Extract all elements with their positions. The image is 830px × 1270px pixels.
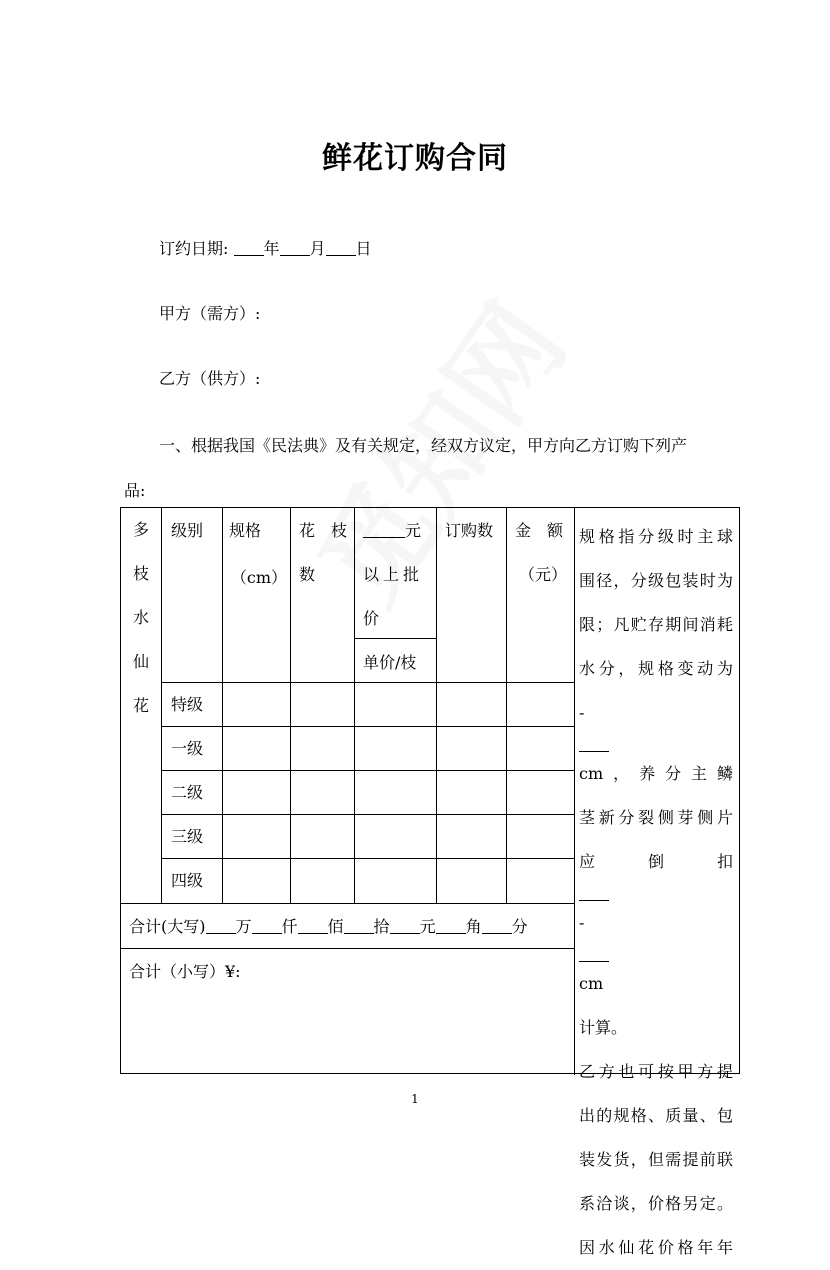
header-stems-1: 花 枝 — [299, 521, 348, 540]
unit-yuan: 元 — [419, 917, 436, 936]
year-label: 年 — [263, 239, 280, 258]
note-line: 乙方也可按甲方提 — [579, 1062, 733, 1081]
jiao-blank[interactable] — [436, 917, 466, 934]
product-name-cell — [121, 508, 161, 728]
grade-second: 二级 — [171, 783, 204, 802]
fen-blank[interactable] — [482, 917, 512, 934]
header-wholesale-1 — [363, 520, 421, 542]
total-lower-label: 合计（小写）¥: — [129, 962, 241, 981]
note-line: cm，养分主鳞 — [579, 764, 733, 783]
bai-blank[interactable] — [298, 917, 328, 934]
unit-wan: 万 — [235, 917, 252, 936]
header-spec-1: 规格 — [229, 521, 262, 540]
grade-third: 三级 — [171, 827, 204, 846]
deduct-from-blank[interactable] — [579, 884, 609, 901]
day-label: 日 — [355, 239, 372, 258]
note-line-deduction: 应倒扣 - cm — [579, 840, 733, 1006]
note-line: 系洽谈，价格另定。 — [579, 1194, 733, 1213]
wholesale-blank[interactable] — [363, 521, 405, 538]
note-line: 茎新分裂侧芽侧片 — [579, 808, 733, 827]
grade-fourth: 四级 — [171, 871, 204, 890]
order-table — [120, 507, 740, 1257]
unit-bai: 佰 — [327, 917, 344, 936]
qian-blank[interactable] — [252, 917, 282, 934]
size-change-blank[interactable] — [579, 735, 609, 752]
month-blank[interactable] — [280, 239, 310, 256]
party-b-line: 乙方（供方）: — [159, 369, 261, 388]
document-title: 鲜花订购合同 — [322, 141, 508, 176]
note-line: 装发货，但需提前联 — [579, 1150, 733, 1169]
header-wholesale-3: 价 — [363, 609, 380, 628]
wan-blank[interactable] — [206, 917, 236, 934]
unit-fen: 分 — [511, 917, 528, 936]
note-line: 限；凡贮存期间消耗 — [579, 615, 733, 634]
party-a-line: 甲方（需方）: — [159, 304, 261, 323]
date-line — [159, 239, 372, 259]
product-char: 花 — [132, 696, 149, 715]
grade-special: 特级 — [171, 695, 204, 714]
unit-qian: 仟 — [281, 917, 298, 936]
month-label: 月 — [309, 239, 326, 258]
header-amount-2: （元） — [519, 565, 568, 584]
product-char: 水 — [132, 608, 149, 627]
spec-note — [579, 515, 733, 1270]
unit-jiao: 角 — [465, 917, 482, 936]
product-char: 仙 — [132, 652, 149, 671]
header-wholesale-2: 以上批 — [363, 565, 424, 584]
page-number: 1 — [411, 1092, 419, 1106]
total-upper-label: 合计(大写) — [129, 917, 206, 936]
header-unit-price: 单价/枝 — [363, 653, 417, 672]
shi-blank[interactable] — [344, 917, 374, 934]
note-line: 出的规格、质量、包 — [579, 1106, 733, 1125]
note-line: 应倒扣 — [579, 852, 733, 871]
clause-1-line-1: 一、根据我国《民法典》及有关规定，经双方议定，甲方向乙方订购下列产 — [159, 436, 688, 455]
day-blank[interactable] — [326, 239, 356, 256]
yuan-blank[interactable] — [390, 917, 420, 934]
note-line: 规格指分级时主球 — [579, 527, 733, 546]
note-line-size-change: - cm，养分主鳞 — [579, 691, 733, 796]
total-upper-row — [129, 916, 528, 938]
header-grade: 级别 — [171, 521, 204, 540]
header-spec-2: （cm） — [230, 568, 287, 587]
unit-shi: 拾 — [373, 917, 390, 936]
note-line: 因水仙花价格年年 — [579, 1238, 733, 1257]
note-line: 围径，分级包装时为 — [579, 571, 733, 590]
header-stems-2: 数 — [299, 565, 316, 584]
product-char: 多 — [132, 520, 149, 539]
wholesale-unit: 元 — [405, 521, 422, 540]
deduct-to-blank[interactable] — [579, 945, 609, 962]
header-amount-1: 金 额 — [515, 521, 564, 540]
year-blank[interactable] — [234, 239, 264, 256]
note-line: cm — [579, 974, 604, 993]
product-char: 枝 — [132, 564, 149, 583]
grade-first: 一级 — [171, 739, 204, 758]
note-line: 计算。 — [579, 1018, 628, 1037]
date-label: 订约日期: — [159, 239, 229, 258]
clause-1-line-2: 品: — [124, 481, 146, 500]
note-line: 水分，规格变动为 — [579, 659, 733, 678]
header-order-qty: 订购数 — [445, 521, 494, 540]
